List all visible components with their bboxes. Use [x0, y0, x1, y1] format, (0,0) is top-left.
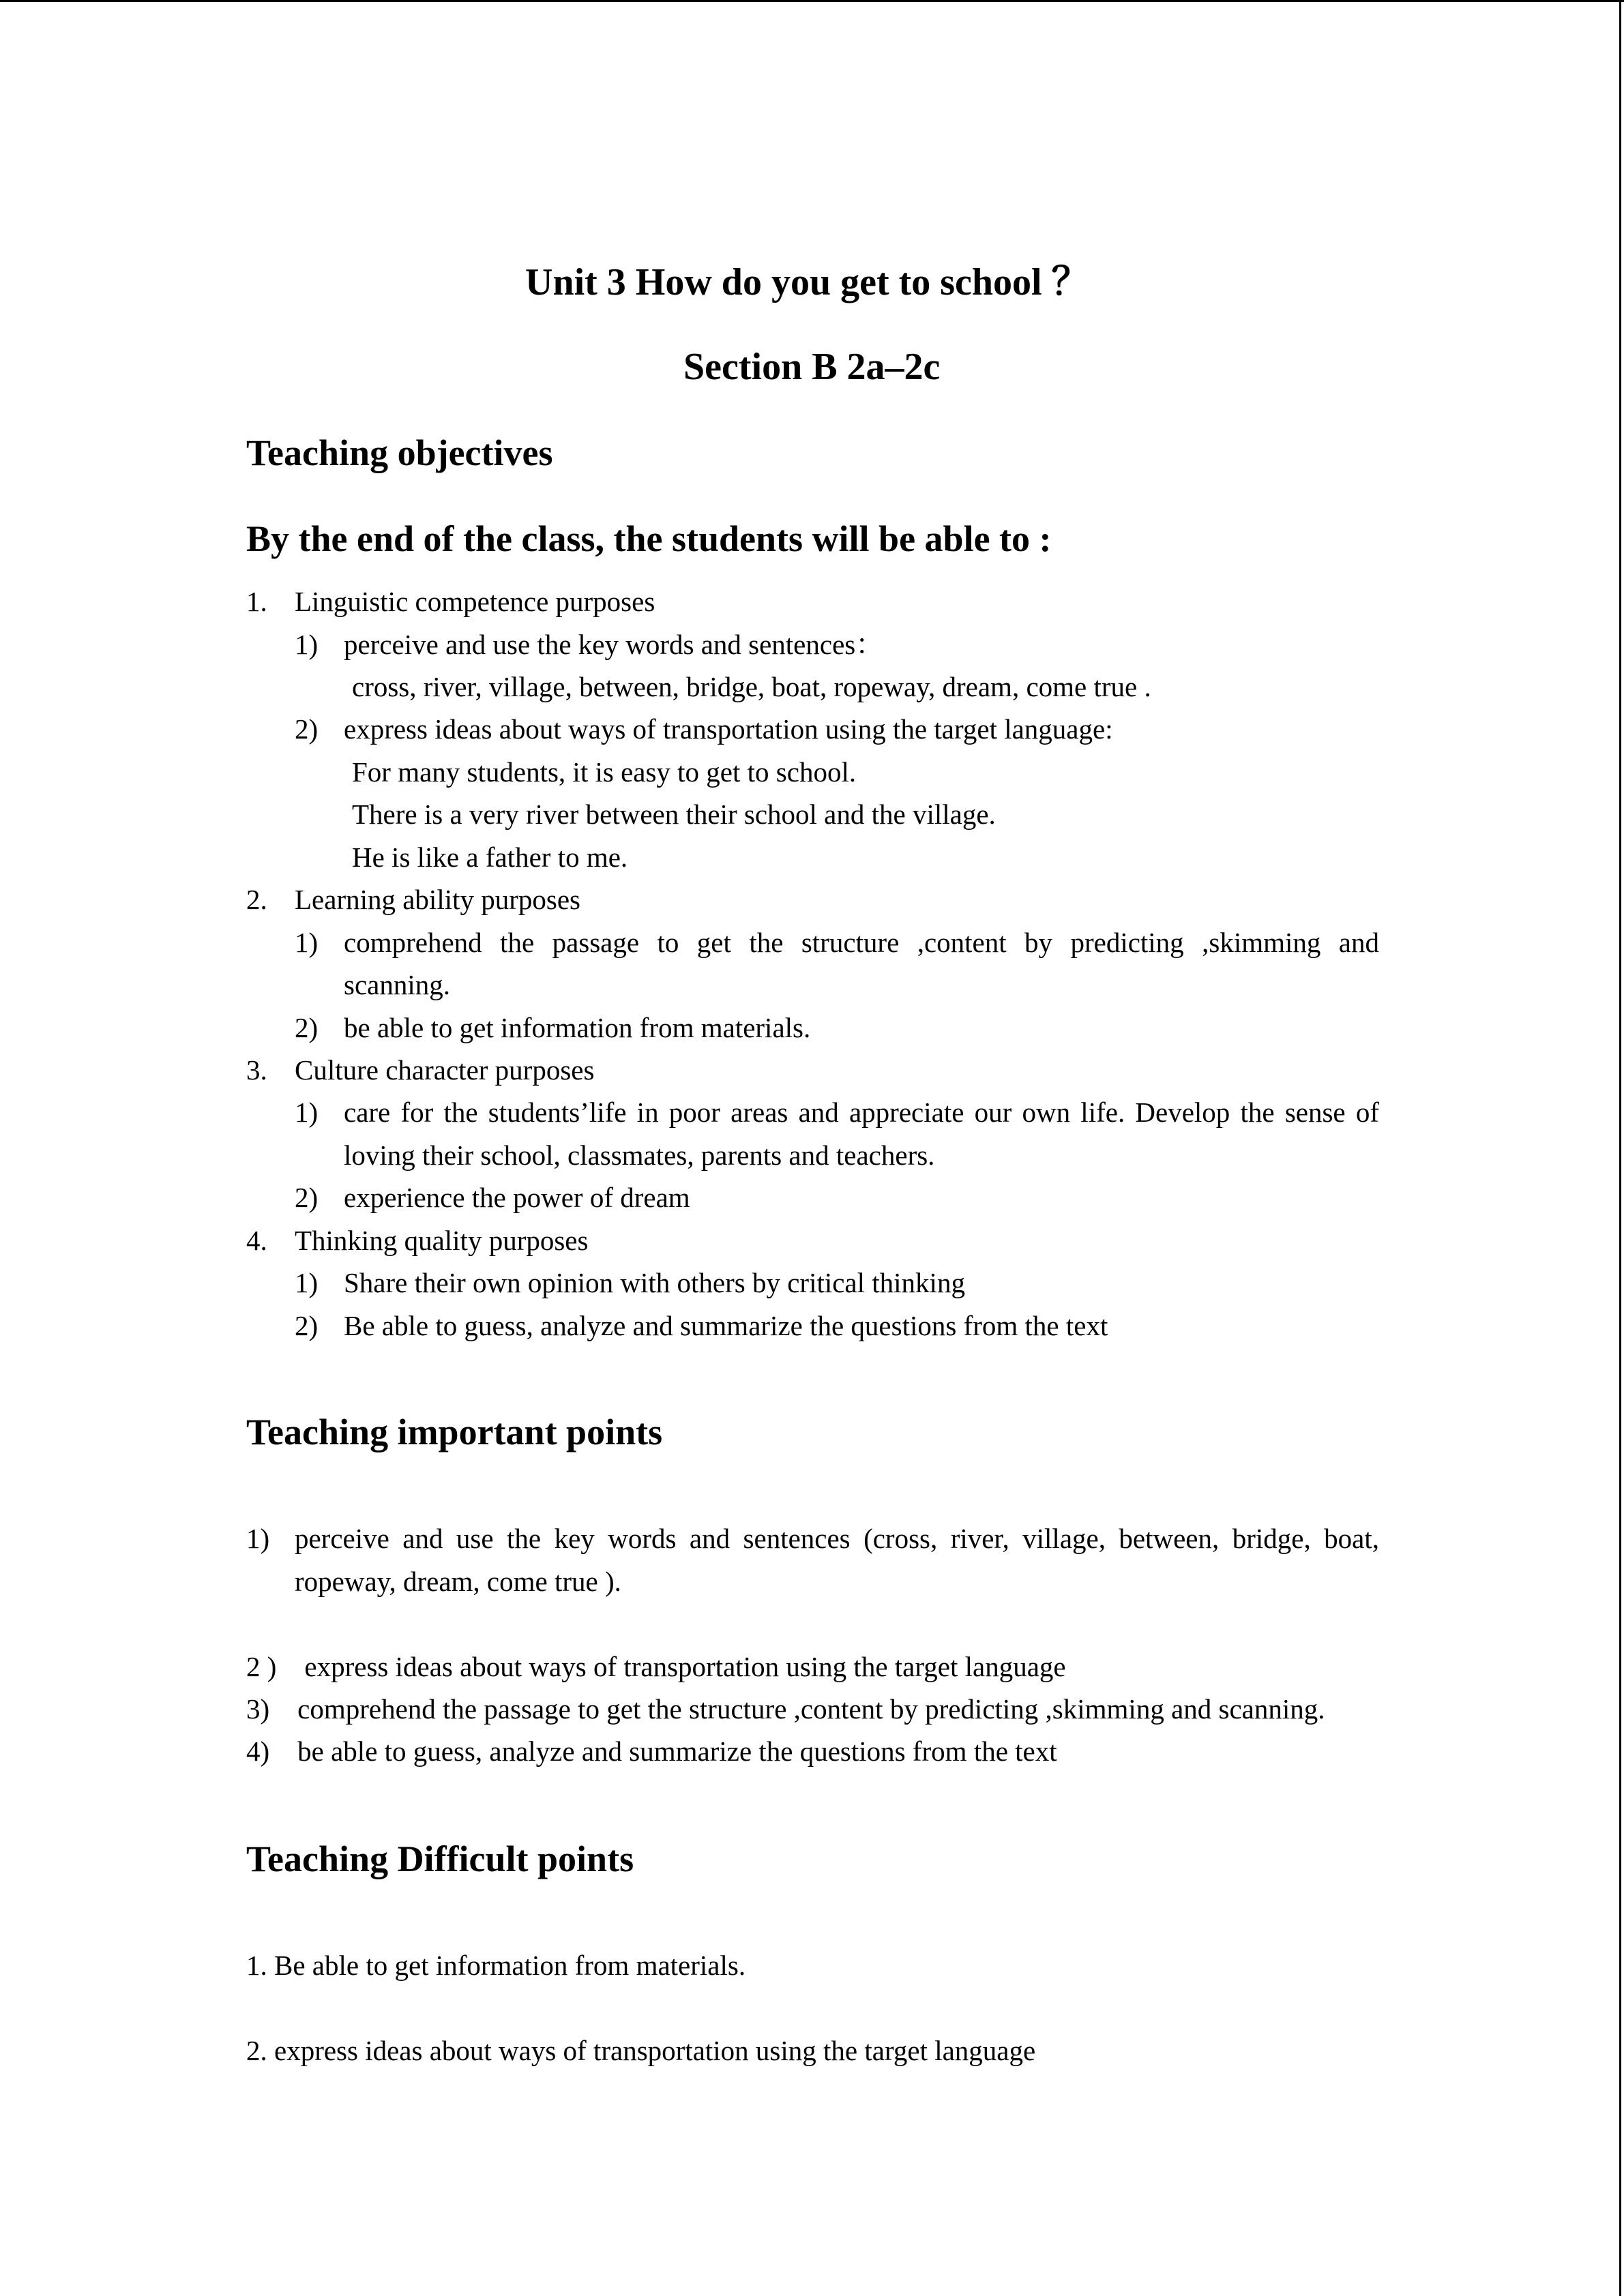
document-title: Unit 3 How do you get to school ？: [525, 261, 1090, 303]
difficult-points-heading: Teaching Difficult points: [246, 1838, 634, 1879]
example-sentence: For many students, it is easy to get to school.: [352, 756, 857, 788]
example-sentence: He is like a father to me.: [352, 841, 628, 873]
sub-item-text: perceive and use the key words and sentences：: [344, 629, 884, 660]
point-item: 3) comprehend the passage to get the structure ,content by predicting ,skimming and scanning.: [246, 1693, 1325, 1725]
sub-item-number: 1): [295, 1097, 319, 1128]
list-item-number: 4.: [246, 1225, 267, 1256]
sub-item-number: 1): [295, 927, 319, 958]
list-item-label: Linguistic competence purposes: [295, 586, 655, 617]
sub-item-text-continued: loving their school, classmates, parents and teachers.: [344, 1139, 935, 1171]
list-item-number: 3.: [246, 1054, 267, 1086]
list-item-label: Thinking quality purposes: [295, 1225, 589, 1256]
example-sentence: There is a very river between their school and the village.: [352, 799, 996, 830]
sub-item-number: 2): [295, 1012, 319, 1043]
important-points-heading: Teaching important points: [246, 1412, 663, 1452]
objectives-heading: Teaching objectives: [246, 432, 553, 473]
sub-item-text: comprehend the passage to get the structure ,content by predicting ,skimming and: [344, 927, 1379, 958]
list-item-label: Learning ability purposes: [295, 884, 581, 915]
sub-item-number: 2): [295, 1182, 319, 1213]
sub-item-text-continued: scanning.: [344, 969, 450, 1000]
objectives-intro: By the end of the class, the students will be able to :: [246, 518, 1052, 559]
point-item: 4) be able to guess, analyze and summarize the questions from the text: [246, 1735, 1057, 1767]
point-text-continued: ropeway, dream, come true ).: [295, 1566, 621, 1597]
point-text: perceive and use the key words and sentences (cross, river, village, between, bridge, boat,: [295, 1523, 1379, 1554]
sub-item-text: care for the students’life in poor areas and appreciate our own life. Develop the sense of: [344, 1097, 1379, 1128]
sub-item-number: 2): [295, 713, 319, 745]
list-item-number: 2.: [246, 884, 267, 915]
document-subtitle: Section B 2a–2c: [683, 346, 941, 388]
point-item: 2 ) express ideas about ways of transportation using the target language: [246, 1651, 1066, 1682]
point-number: 1): [246, 1523, 270, 1554]
sub-item-number: 1): [295, 629, 319, 660]
sub-item-text: experience the power of dream: [344, 1182, 690, 1213]
difficult-point-item: 1. Be able to get information from materials.: [246, 1950, 746, 1981]
sub-item-text: express ideas about ways of transportation using the target language:: [344, 713, 1113, 745]
sub-item-text: Be able to guess, analyze and summarize the questions from the text: [344, 1310, 1108, 1341]
sub-item-text: be able to get information from materials.: [344, 1012, 811, 1043]
difficult-point-item: 2. express ideas about ways of transportation using the target language: [246, 2035, 1036, 2066]
sub-item-number: 1): [295, 1267, 319, 1298]
list-item-number: 1.: [246, 586, 267, 617]
list-item-label: Culture character purposes: [295, 1054, 595, 1086]
key-words-line: cross, river, village, between, bridge, boat, ropeway, dream, come true .: [352, 671, 1151, 702]
sub-item-number: 2): [295, 1310, 319, 1341]
sub-item-text: Share their own opinion with others by critical thinking: [344, 1267, 965, 1298]
